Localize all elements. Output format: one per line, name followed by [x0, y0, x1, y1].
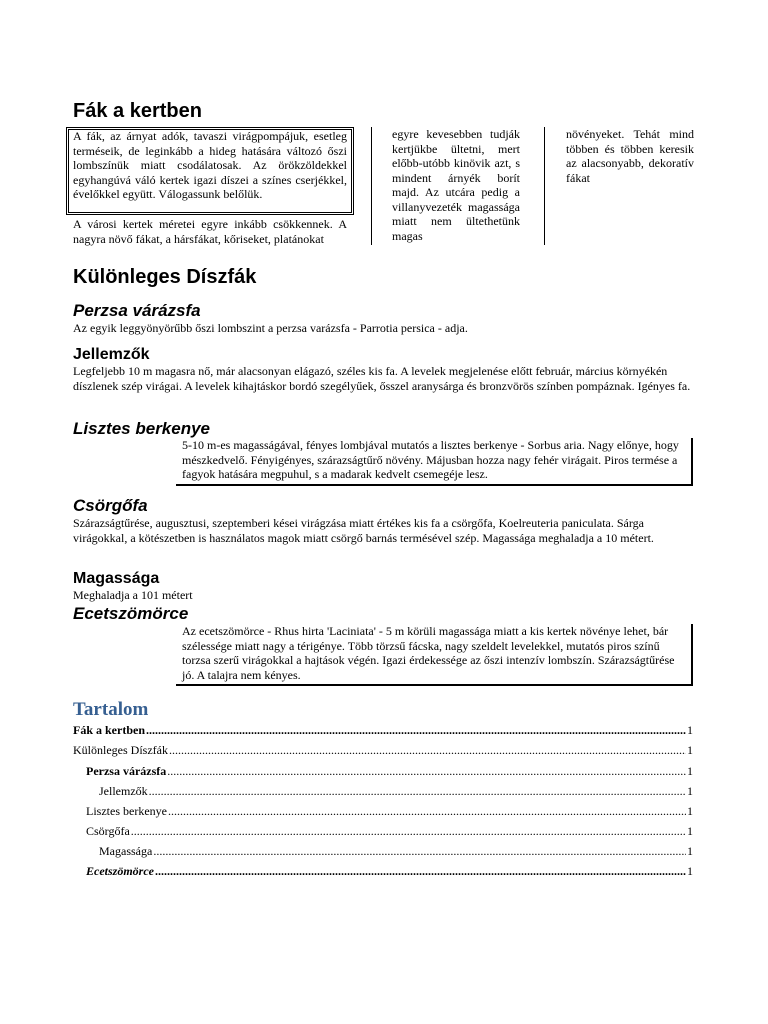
toc-entry-label: Ecetszömörce [86, 864, 154, 878]
toc-leader [153, 844, 686, 859]
toc-leader [131, 824, 686, 839]
ecetszomorce-quote-box: Az ecetszömörce - Rhus hirta 'Laciniata' - 5 m körüli magassága miatt a kis kertek növénye lehet, bár szélessége miatt nagy a térigénye. Több törzsű fácska, nagy szeldelt levelekkel, mutatós piros színű torzsa szerű virágokkal a hajtások végén. Igazi érdekessége az őszi intenzív lombszín. Szárazságtűrése jó. A talajra nem kényes. [176, 624, 693, 686]
heading-jellemzok: Jellemzők [73, 346, 150, 363]
boxed-paragraph: A fák, az árnyat adók, tavaszi virágpompájuk, esetleg terméseik, de leginkább a hideg hatására változó őszi lombszínük miatt csodálatosak. Az örökzöldekkel egyhangúvá váló kertek igazi díszei a színes cserjékkel, évelőkkel együtt. Válogassunk belőlük. [73, 129, 347, 201]
toc-entry-page: 1 [687, 723, 693, 737]
jellemzok-paragraph: Legfeljebb 10 m magasra nő, már alacsonyan elágazó, széles kis fa. A levelek megjelenése előtt február, március környékén díszlenek szép virágai. A levelek kihajtáskor bordó szegélyűek, ősszel aranysárga és bronzvörös színben pompáznak. Igényes fa. [73, 364, 691, 393]
column-2-text: egyre kevesebben tudják kertjükbe ültetni, mert előbb-utóbb kinövik azt, s mindent árnyék borít majd. Az utcára pedig a villanyvezeték magassága miatt nem ültethetünk magas [392, 127, 520, 243]
toc-entry-page: 1 [687, 844, 693, 858]
heading-perzsa-varazsfa: Perzsa várázsfa [73, 301, 201, 320]
toc-entry-label: Perzsa várázsfa [86, 764, 167, 778]
toc-entry-label: Különleges Díszfák [73, 743, 168, 757]
column-3-text: növényeket. Tehát mind többen és többen keresik az alacsonyabb, dekoratív fákat [566, 127, 694, 185]
lisztes-quote-box: 5-10 m-es magasságával, fényes lombjával mutatós a lisztes berkenye - Sorbus aria. Nagy előnye, hogy mészkedvelő. Fényigényes, szárazságtűrő növény. Májusban hozza nagy fehér virágait. Piros termése a fagyok hatására megpuhul, s a madarak kedvelt csemegéje lesz. [176, 438, 693, 486]
magassaga-paragraph: Meghaladja a 101 métert [73, 588, 193, 602]
intro-paragraph: A városi kertek méretei egyre inkább csökkennek. A nagyra növő fákat, a hársfákat, kőriseket, platánokat [73, 217, 347, 246]
toc-entry-page: 1 [687, 824, 693, 838]
column-divider [544, 127, 545, 245]
toc-entry[interactable] [86, 824, 693, 840]
toc-entry-label: Csörgőfa [86, 824, 130, 838]
toc-entry[interactable] [73, 743, 693, 759]
toc-entry[interactable] [86, 804, 693, 820]
heading-lisztes-berkenye: Lisztes berkenye [73, 419, 211, 438]
heading-magassaga: Magassága [73, 570, 160, 587]
perzsa-paragraph: Az egyik leggyönyörűbb őszi lombszint a perzsa varázsfa - Parrotia persica - adja. [73, 321, 468, 335]
toc-leader [146, 723, 686, 738]
toc-entry-label: Fák a kertben [73, 723, 145, 737]
toc-title: Tartalom [73, 699, 149, 720]
toc-entry-page: 1 [687, 764, 693, 778]
toc-entry-page: 1 [687, 743, 693, 757]
column-divider [371, 127, 372, 245]
heading-ecetszomorce: Ecetszömörce [73, 604, 189, 623]
section-title-fak-a-kertben: Fák a kertben [73, 100, 202, 122]
toc-entry-label: Magassága [99, 844, 153, 858]
toc-leader [169, 743, 686, 758]
section-title-kulonleges-diszfak: Különleges Díszfák [73, 266, 257, 288]
toc-leader [155, 864, 686, 879]
toc-entry-page: 1 [687, 784, 693, 798]
toc-leader [168, 804, 686, 819]
toc-entry[interactable] [73, 723, 693, 739]
toc-entry-page: 1 [687, 804, 693, 818]
toc-entry-page: 1 [687, 864, 693, 878]
toc-leader [167, 764, 686, 779]
toc-entry-label: Lisztes berkenye [86, 804, 167, 818]
csorgofa-paragraph: Szárazságtűrése, augusztusi, szeptemberi kései virágzása miatt értékes kis fa a csörgőfa, Koelreuteria paniculata. Sárga virágokkal, a kötészetben is használatos magok miatt csörgő barnás termésével szép. Magassága meghaladja a 10 métert. [73, 516, 654, 545]
toc-entry-label: Jellemzők [99, 784, 148, 798]
toc-entry[interactable] [99, 844, 693, 860]
heading-csorgofa: Csörgőfa [73, 496, 148, 515]
toc-entry[interactable] [86, 764, 693, 780]
toc-entry[interactable] [99, 784, 693, 800]
toc-leader [149, 784, 686, 799]
toc-entry[interactable] [86, 864, 693, 880]
